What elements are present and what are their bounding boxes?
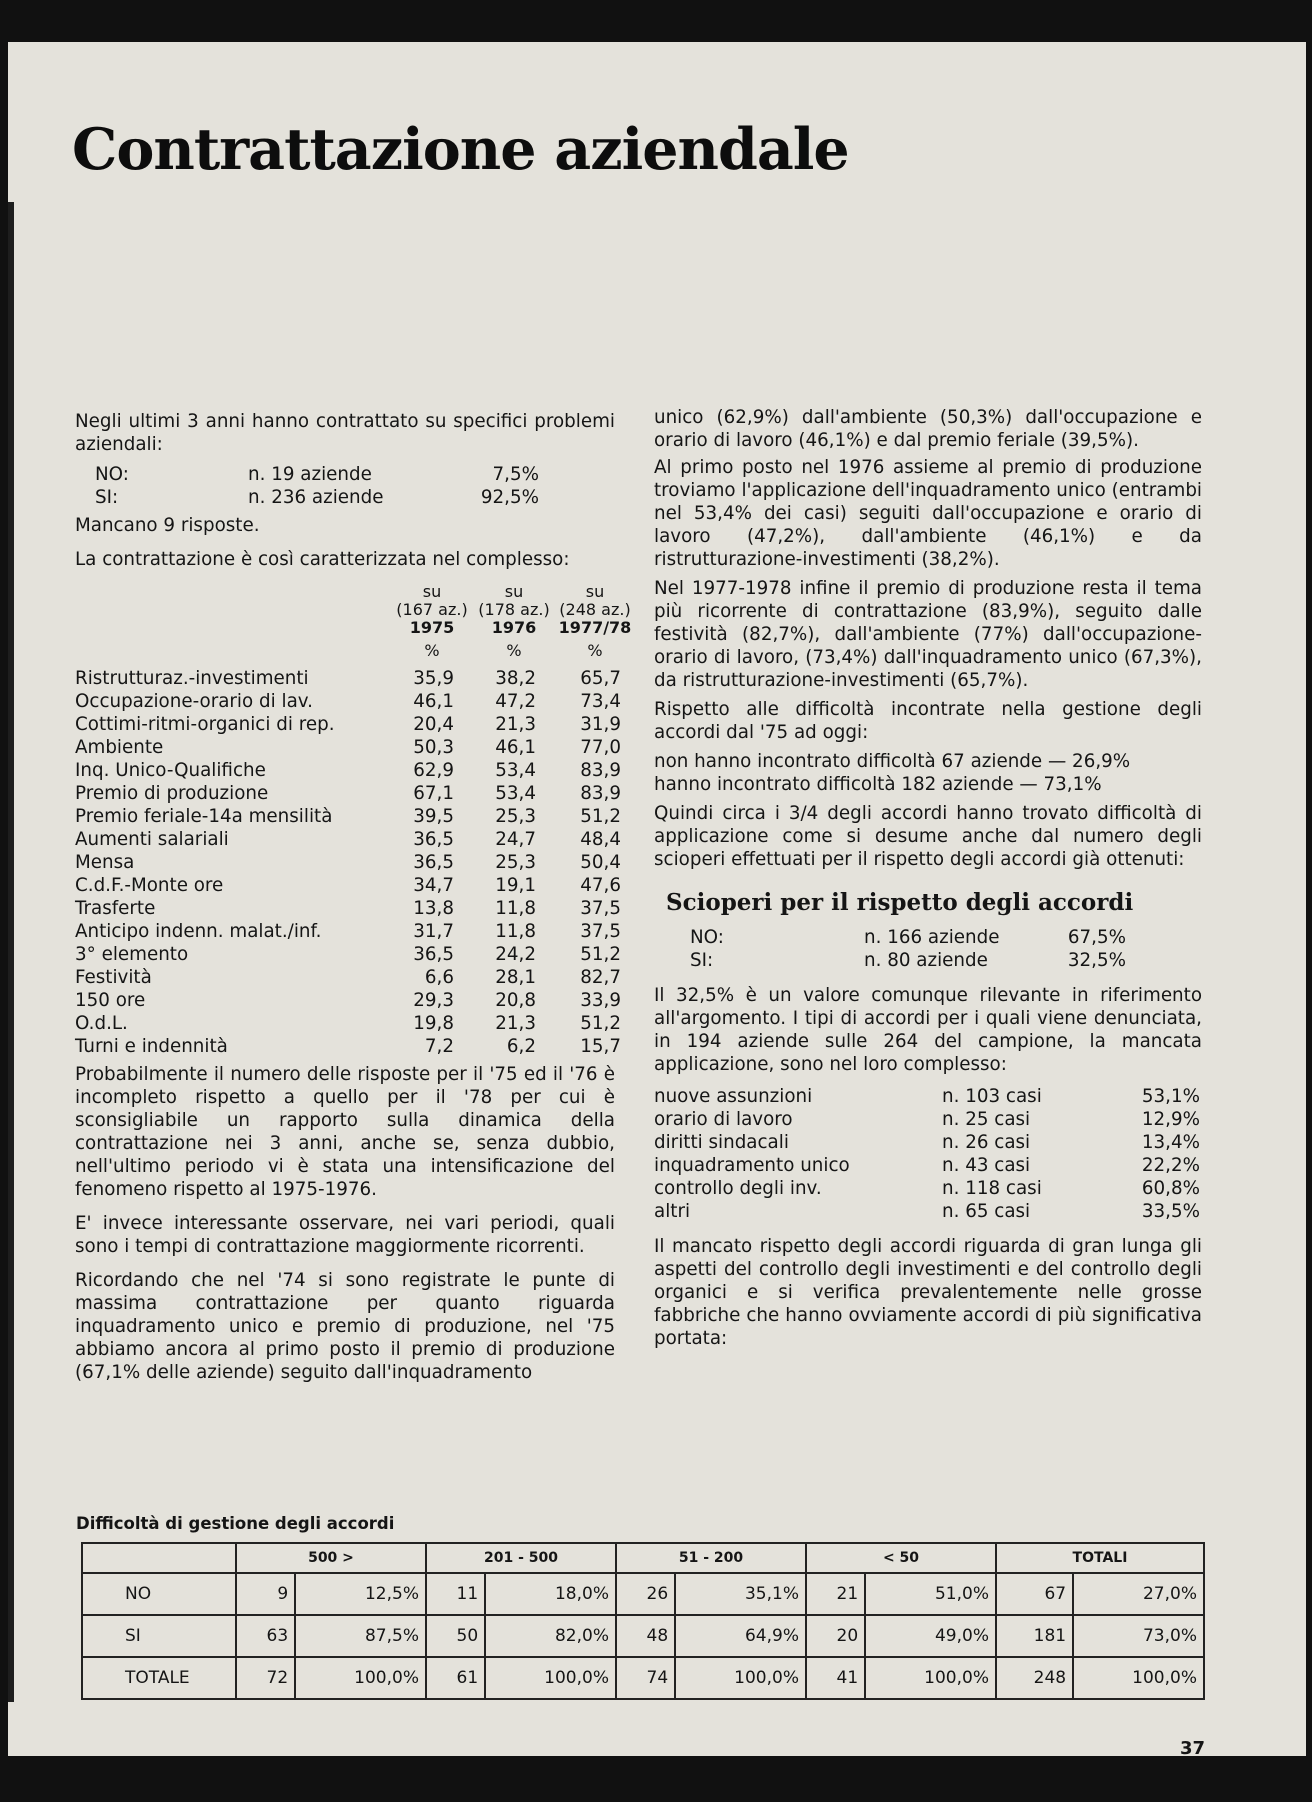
topic-value-1975: 34,7 [413, 875, 454, 896]
topic-value-1975: 20,4 [413, 714, 454, 735]
row-label: NO [82, 1573, 236, 1615]
answer-count: n. 19 aziende [248, 464, 372, 485]
table-row [82, 1573, 1204, 1615]
topic-value-1977: 33,9 [580, 990, 621, 1011]
table-cell-count: 72 [236, 1657, 295, 1699]
table-cell-count: 63 [236, 1615, 295, 1657]
topic-name: Premio di produzione [75, 783, 269, 804]
row-label: SI [82, 1615, 236, 1657]
topic-value-1977: 47,6 [580, 875, 621, 896]
topic-value-1977: 77,0 [580, 737, 621, 758]
topic-value-1975: 6,6 [424, 967, 454, 988]
topic-value-1975: 62,9 [413, 760, 454, 781]
topic-value-1976: 53,4 [495, 783, 536, 804]
topic-name: Anticipo indenn. malat./inf. [75, 921, 322, 942]
agreement-type-count: n. 26 casi [942, 1132, 1031, 1153]
agreement-type-name: orario di lavoro [654, 1109, 793, 1130]
table-cell-pct: 73,0% [1073, 1615, 1204, 1657]
topics-table [75, 667, 621, 1058]
topic-name: 3° elemento [75, 944, 189, 965]
topic-value-1975: 36,5 [413, 829, 454, 850]
agreement-type-count: n. 103 casi [942, 1086, 1042, 1107]
agreement-type-pct: 33,5% [1141, 1201, 1200, 1222]
topic-value-1977: 51,2 [580, 944, 621, 965]
topic-name: O.d.L. [75, 1013, 128, 1034]
topic-value-1977: 83,9 [580, 760, 621, 781]
table-cell-pct: 100,0% [1073, 1657, 1204, 1699]
agreement-type-pct: 60,8% [1141, 1178, 1200, 1199]
topic-value-1977: 37,5 [580, 921, 621, 942]
binding-edge [8, 202, 14, 1702]
agreement-types-list [654, 1085, 1202, 1223]
paragraph: Al primo posto nel 1976 assieme al premio di produzione troviamo l'applicazione dell'inquadramento unico (entrambi nel 53,4% dei casi) seguiti dall'occupazione e orario di lavoro (47,2%), dall'ambiente (46,1%) e da ristrutturazione-investimenti (38,2%). [654, 457, 1202, 570]
table-cell-pct: 27,0% [1073, 1573, 1204, 1615]
topic-value-1975: 35,9 [413, 668, 454, 689]
header-su: su [585, 582, 605, 601]
agreement-type-count: n. 25 casi [942, 1109, 1031, 1130]
answer-no [75, 463, 615, 486]
topic-value-1976: 11,8 [495, 898, 536, 919]
topic-value-1976: 21,3 [495, 714, 536, 735]
topic-row [75, 713, 621, 736]
header-year: 1977/78 [558, 618, 632, 637]
table-cell-pct: 100,0% [295, 1657, 426, 1699]
table-cell-count: 26 [616, 1573, 675, 1615]
header-year: 1975 [409, 618, 455, 637]
agreement-type-row [654, 1131, 1202, 1154]
difficulty-no: non hanno incontrato difficoltà 67 aziende — 26,9% [654, 751, 1131, 772]
page [8, 42, 1306, 1756]
agreement-type-name: inquadramento unico [654, 1155, 850, 1176]
topic-value-1976: 25,3 [495, 852, 536, 873]
topic-name: Ambiente [75, 737, 164, 758]
header-1977-78 [553, 583, 637, 660]
topic-value-1975: 7,2 [424, 1036, 454, 1057]
topic-row [75, 989, 621, 1012]
topic-row [75, 897, 621, 920]
topic-name: Cottimi-ritmi-organici di rep. [75, 714, 335, 735]
table-header: 500 > [236, 1543, 426, 1573]
table-cell-count: 48 [616, 1615, 675, 1657]
table-caption: Difficoltà di gestione degli accordi [76, 1514, 395, 1533]
strike-pct: 67,5% [1067, 927, 1126, 948]
answer-pct: 7,5% [492, 464, 539, 485]
table-cell-count: 21 [806, 1573, 865, 1615]
section-subtitle: Scioperi per il rispetto degli accordi [666, 889, 1134, 916]
header-1975 [390, 583, 474, 660]
topic-value-1977: 83,9 [580, 783, 621, 804]
topic-row [75, 828, 621, 851]
table-header-row [82, 1543, 1204, 1573]
agreement-type-pct: 13,4% [1141, 1132, 1200, 1153]
agreement-type-pct: 12,9% [1141, 1109, 1200, 1130]
table-cell-pct: 18,0% [485, 1573, 616, 1615]
table-header: TOTALI [996, 1543, 1204, 1573]
agreement-type-row [654, 1085, 1202, 1108]
agreement-type-row [654, 1108, 1202, 1131]
topic-value-1975: 29,3 [413, 990, 454, 1011]
paragraph: Quindi circa i 3/4 degli accordi hanno trovato difficoltà di applicazione come si desume anche dal numero degli scioperi effettuati per il rispetto degli accordi già ottenuti: [654, 803, 1202, 870]
topic-name: C.d.F.-Monte ore [75, 875, 224, 896]
table-cell-count: 248 [996, 1657, 1073, 1699]
topic-value-1975: 36,5 [413, 852, 454, 873]
topic-value-1976: 47,2 [495, 691, 536, 712]
answer-si [75, 486, 615, 509]
paragraph: Il mancato rispetto degli accordi riguarda di gran lunga gli aspetti del controllo degli investimenti e del controllo degli organici e si verifica prevalentemente nelle grosse fabbriche che hanno ovviamente accordi di più significativa portata: [654, 1236, 1202, 1349]
paragraph: Rispetto alle difficoltà incontrate nella gestione degli accordi dal '75 ad oggi: [654, 699, 1202, 743]
header-unit: % [587, 641, 603, 660]
topic-name: Aumenti salariali [75, 829, 229, 850]
table-cell-pct: 51,0% [865, 1573, 996, 1615]
table-cell-pct: 100,0% [485, 1657, 616, 1699]
agreement-type-row [654, 1200, 1202, 1223]
intro-text: Negli ultimi 3 anni hanno contrattato su specifici problemi aziendali: [75, 411, 615, 455]
header-1976 [472, 583, 556, 660]
table-cell-count: 181 [996, 1615, 1073, 1657]
table-cell-count: 11 [426, 1573, 485, 1615]
difficulty-table [81, 1542, 1205, 1700]
agreement-type-name: nuove assunzioni [654, 1086, 813, 1107]
table-header: 51 - 200 [616, 1543, 806, 1573]
strike-si [654, 949, 1202, 972]
topic-value-1977: 51,2 [580, 806, 621, 827]
paragraph: Ricordando che nel '74 si sono registrate le punte di massima contrattazione per quanto riguarda inquadramento unico e premio di produzione, nel '75 abbiamo ancora al primo posto il premio di produzione (67,1% delle aziende) seguito dall'inquadramento [75, 1270, 615, 1383]
topic-value-1975: 39,5 [413, 806, 454, 827]
agreement-type-count: n. 65 casi [942, 1201, 1031, 1222]
table-cell-count: 67 [996, 1573, 1073, 1615]
table-cell-pct: 100,0% [865, 1657, 996, 1699]
header-base: (248 az.) [559, 600, 631, 619]
topic-row [75, 690, 621, 713]
header-unit: % [424, 641, 440, 660]
agreement-type-pct: 22,2% [1141, 1155, 1200, 1176]
header-su: su [504, 582, 524, 601]
table-cell-count: 50 [426, 1615, 485, 1657]
topic-value-1976: 24,7 [495, 829, 536, 850]
page-number: 37 [1180, 1738, 1206, 1756]
topic-value-1976: 38,2 [495, 668, 536, 689]
topic-row [75, 667, 621, 690]
table-header: < 50 [806, 1543, 996, 1573]
agreement-type-row [654, 1177, 1202, 1200]
topic-name: Trasferte [75, 898, 156, 919]
agreement-type-name: diritti sindacali [654, 1132, 789, 1153]
topic-value-1975: 13,8 [413, 898, 454, 919]
strike-pct: 32,5% [1067, 950, 1126, 971]
topic-name: Inq. Unico-Qualifiche [75, 760, 266, 781]
table-cell-count: 9 [236, 1573, 295, 1615]
topic-value-1975: 50,3 [413, 737, 454, 758]
topic-value-1976: 28,1 [495, 967, 536, 988]
topic-name: Premio feriale-14a mensilità [75, 806, 333, 827]
topic-name: Festività [75, 967, 152, 988]
header-base: (167 az.) [396, 600, 468, 619]
agreement-type-pct: 53,1% [1141, 1086, 1200, 1107]
strike-count: n. 166 aziende [864, 927, 1000, 948]
topic-value-1976: 46,1 [495, 737, 536, 758]
agreement-type-row [654, 1154, 1202, 1177]
topic-value-1977: 73,4 [580, 691, 621, 712]
topic-value-1976: 19,1 [495, 875, 536, 896]
topic-value-1977: 51,2 [580, 1013, 621, 1034]
strike-no [654, 926, 1202, 949]
topic-value-1977: 37,5 [580, 898, 621, 919]
agreement-type-name: controllo degli inv. [654, 1178, 822, 1199]
row-label: TOTALE [82, 1657, 236, 1699]
topic-row [75, 759, 621, 782]
paragraph: unico (62,9%) dall'ambiente (50,3%) dall'occupazione e orario di lavoro (46,1%) e dal premio feriale (39,5%). [654, 407, 1202, 451]
topics-table-header [75, 571, 632, 667]
table-header: 201 - 500 [426, 1543, 616, 1573]
table-cell-count: 61 [426, 1657, 485, 1699]
header-base: (178 az.) [478, 600, 550, 619]
agreement-type-name: altri [654, 1201, 691, 1222]
topic-value-1975: 31,7 [413, 921, 454, 942]
topic-row [75, 874, 621, 897]
topic-value-1976: 6,2 [506, 1036, 536, 1057]
header-su: su [422, 582, 442, 601]
answer-label: SI: [95, 487, 119, 508]
table-cell-pct: 12,5% [295, 1573, 426, 1615]
table-row [82, 1657, 1204, 1699]
topic-row [75, 736, 621, 759]
answer-pct: 92,5% [480, 487, 539, 508]
paragraph: Probabilmente il numero delle risposte per il '75 ed il '76 è incompleto rispetto a quello per il '78 per cui è sconsigliabile un rapporto sulla dinamica della contrattazione nei 3 anni, anche se, senza dubbio, nell'ultimo periodo vi è stata una intensificazione del fenomeno rispetto al 1975-1976. [75, 1064, 615, 1200]
topic-value-1976: 11,8 [495, 921, 536, 942]
topic-row [75, 943, 621, 966]
table-cell-pct: 35,1% [675, 1573, 806, 1615]
page-title: Contrattazione aziendale [72, 116, 849, 183]
header-unit: % [506, 641, 522, 660]
table-cell-count: 20 [806, 1615, 865, 1657]
topic-value-1976: 20,8 [495, 990, 536, 1011]
table-header-empty [82, 1543, 236, 1573]
table-cell-pct: 64,9% [675, 1615, 806, 1657]
paragraph: E' invece interessante osservare, nei vari periodi, quali sono i tempi di contrattazione maggiormente ricorrenti. [75, 1213, 615, 1257]
topic-value-1976: 25,3 [495, 806, 536, 827]
strike-label: SI: [690, 950, 714, 971]
missing-note: Mancano 9 risposte. [75, 515, 260, 536]
table-row [82, 1615, 1204, 1657]
topic-value-1975: 46,1 [413, 691, 454, 712]
topic-row [75, 805, 621, 828]
topic-row [75, 851, 621, 874]
topic-name: Occupazione-orario di lav. [75, 691, 313, 712]
topic-value-1976: 53,4 [495, 760, 536, 781]
agreement-type-count: n. 118 casi [942, 1178, 1042, 1199]
table-cell-pct: 49,0% [865, 1615, 996, 1657]
strike-label: NO: [690, 927, 724, 948]
topic-value-1977: 15,7 [580, 1036, 621, 1057]
topic-value-1977: 82,7 [580, 967, 621, 988]
topic-row [75, 966, 621, 989]
topic-row [75, 782, 621, 805]
strike-count: n. 80 aziende [864, 950, 988, 971]
difficulty-si: hanno incontrato difficoltà 182 aziende — 73,1% [654, 774, 1102, 795]
table-body [82, 1573, 1204, 1699]
topic-value-1977: 50,4 [580, 852, 621, 873]
topic-name: Turni e indennità [75, 1036, 228, 1057]
table-cell-count: 74 [616, 1657, 675, 1699]
characterization-intro: La contrattazione è così caratterizzata nel complesso: [75, 549, 570, 570]
paragraph: Nel 1977-1978 infine il premio di produzione resta il tema più ricorrente di contrattazione (83,9%), seguito dalle festività (82,7%), dall'ambiente (77%) dall'occupazione-orario di lavoro, (73,4%) dall'inquadramento unico (67,3%), da ristrutturazione-investimenti (65,7%). [654, 578, 1202, 691]
agreement-type-count: n. 43 casi [942, 1155, 1031, 1176]
table-cell-pct: 82,0% [485, 1615, 616, 1657]
topic-row [75, 1035, 621, 1058]
left-column [75, 410, 632, 1384]
topic-name: Mensa [75, 852, 135, 873]
topic-row [75, 1012, 621, 1035]
table-cell-pct: 87,5% [295, 1615, 426, 1657]
topic-value-1976: 24,2 [495, 944, 536, 965]
topic-value-1977: 48,4 [580, 829, 621, 850]
topic-value-1977: 65,7 [580, 668, 621, 689]
table-cell-count: 41 [806, 1657, 865, 1699]
topic-value-1977: 31,9 [580, 714, 621, 735]
answer-count: n. 236 aziende [248, 487, 384, 508]
topic-name: 150 ore [75, 990, 146, 1011]
topic-value-1975: 36,5 [413, 944, 454, 965]
right-column [654, 406, 1202, 1350]
topic-value-1975: 67,1 [413, 783, 454, 804]
table-cell-pct: 100,0% [675, 1657, 806, 1699]
header-year: 1976 [491, 618, 537, 637]
paragraph: Il 32,5% è un valore comunque rilevante in riferimento all'argomento. I tipi di accordi per i quali viene denunciata, in 194 aziende sulle 264 del campione, la mancata applicazione, sono nel loro complesso: [654, 985, 1202, 1075]
topic-value-1975: 19,8 [413, 1013, 454, 1034]
topic-value-1976: 21,3 [495, 1013, 536, 1034]
topic-name: Ristrutturaz.-investimenti [75, 668, 309, 689]
answer-label: NO: [95, 464, 129, 485]
topic-row [75, 920, 621, 943]
